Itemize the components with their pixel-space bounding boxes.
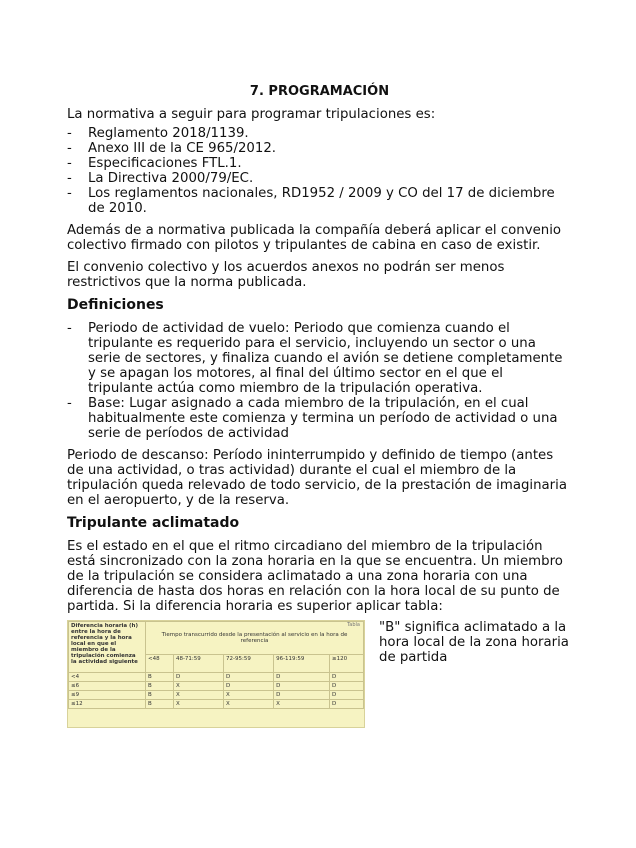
table-corner-header: Diferencia horaria (h) entre la hora de referencia y la hora local en que el miembro de la tripulación comienza la actividad siguiente [69, 622, 146, 673]
restrictivos-paragraph: El convenio colectivo y los acuerdos anexos no podrán ser menos restrictivos que la norma publicada. [67, 260, 505, 290]
table-row-label: ≤9 [69, 691, 146, 700]
convenio-paragraph: Además de a normativa publicada la compañía deberá aplicar el convenio colectivo firmado con pilotos y tripulantes de cabina en caso de existir. [67, 223, 562, 253]
table-column-header: 72-95:59 [224, 655, 274, 673]
list-item: - Los reglamentos nacionales, RD1952 / 2009 y CO del 17 de diciembre de 2010. [67, 186, 572, 216]
page-title: 7. PROGRAMACIÓN [249, 84, 390, 99]
acclimatization-table [68, 621, 364, 709]
table-row-label: ≤12 [69, 700, 146, 709]
table-cell: D [274, 691, 330, 700]
table-column-header: 48-71:59 [173, 655, 223, 673]
table-cell: D [330, 682, 364, 691]
table-column-header: ≥120 [330, 655, 364, 673]
table-cell: X [173, 682, 223, 691]
list-item: - Periodo de actividad de vuelo: Periodo que comienza cuando el tripulante es requerido para el servicio, incluyendo un sector o una serie de sectores, y finaliza cuando el avión se detiene completamente y se apagan los motores, al final del último sector en el que el tripulante actúa como miembro de la tripulación operativa. [67, 321, 572, 396]
table-row-label: <4 [69, 673, 146, 682]
table-cell: X [224, 691, 274, 700]
list-item: - Especificaciones FTL.1. [67, 156, 572, 171]
table-cell: D [274, 673, 330, 682]
intro-paragraph: La normativa a seguir para programar tripulaciones es: [67, 107, 436, 122]
aclimatado-paragraph: Es el estado en el que el ritmo circadiano del miembro de la tripulación está sincronizado con la zona horaria en la que se encuentra. Un miembro de la tripulación se considera aclimatado a una zona horaria con una diferencia de hasta dos horas en relación con la hora local de su punto de partida. Si la diferencia horaria es superior aplicar tabla: [67, 539, 563, 614]
list-item: - La Directiva 2000/79/EC. [67, 171, 572, 186]
list-item: - Anexo III de la CE 965/2012. [67, 141, 572, 156]
table-cell: X [173, 700, 223, 709]
table-row-label: ≤6 [69, 682, 146, 691]
table-tag: Tabla [347, 622, 360, 628]
table-cell: D [224, 673, 274, 682]
table-cell: D [330, 673, 364, 682]
table-cell: B [146, 673, 174, 682]
document-page [67, 84, 572, 730]
table-span-header: Tiempo transcurrido desde la presentación al servicio en la hora de referencia [146, 622, 364, 655]
table-cell: D [173, 673, 223, 682]
table-cell: B [146, 682, 174, 691]
table-cell: D [274, 682, 330, 691]
table-row [69, 700, 364, 709]
table-row [69, 673, 364, 682]
table-cell: D [224, 682, 274, 691]
regulations-list [67, 126, 572, 216]
table-header-row [69, 622, 364, 655]
table-cell: X [173, 691, 223, 700]
list-item: - Reglamento 2018/1139. [67, 126, 572, 141]
list-item: - Base: Lugar asignado a cada miembro de la tripulación, en el cual habitualmente este comienza y termina un período de actividad o una serie de períodos de actividad [67, 396, 572, 441]
table-section [67, 620, 572, 730]
table-cell: X [224, 700, 274, 709]
descanso-paragraph: Periodo de descanso: Período ininterrumpido y definido de tiempo (antes de una actividad, o tras actividad) durante el cual el miembro de la tripulación queda relevado de todo servicio, de la prestación de imaginaria en el aeropuerto, y de la reserva. [67, 448, 567, 508]
table-row [69, 691, 364, 700]
table-cell: D [330, 700, 364, 709]
table-cell: B [146, 691, 174, 700]
table-row [69, 682, 364, 691]
table-cell: B [146, 700, 174, 709]
table-column-header: <48 [146, 655, 174, 673]
definiciones-list [67, 321, 572, 441]
side-note: "B" significa aclimatado a la hora local de la zona horaria de partida [379, 620, 569, 665]
definiciones-heading: Definiciones [67, 297, 164, 313]
acclimatization-table-image [67, 620, 365, 728]
table-column-header: 96-119:59 [274, 655, 330, 673]
table-cell: D [330, 691, 364, 700]
aclimatado-heading: Tripulante aclimatado [67, 515, 240, 531]
table-cell: X [274, 700, 330, 709]
